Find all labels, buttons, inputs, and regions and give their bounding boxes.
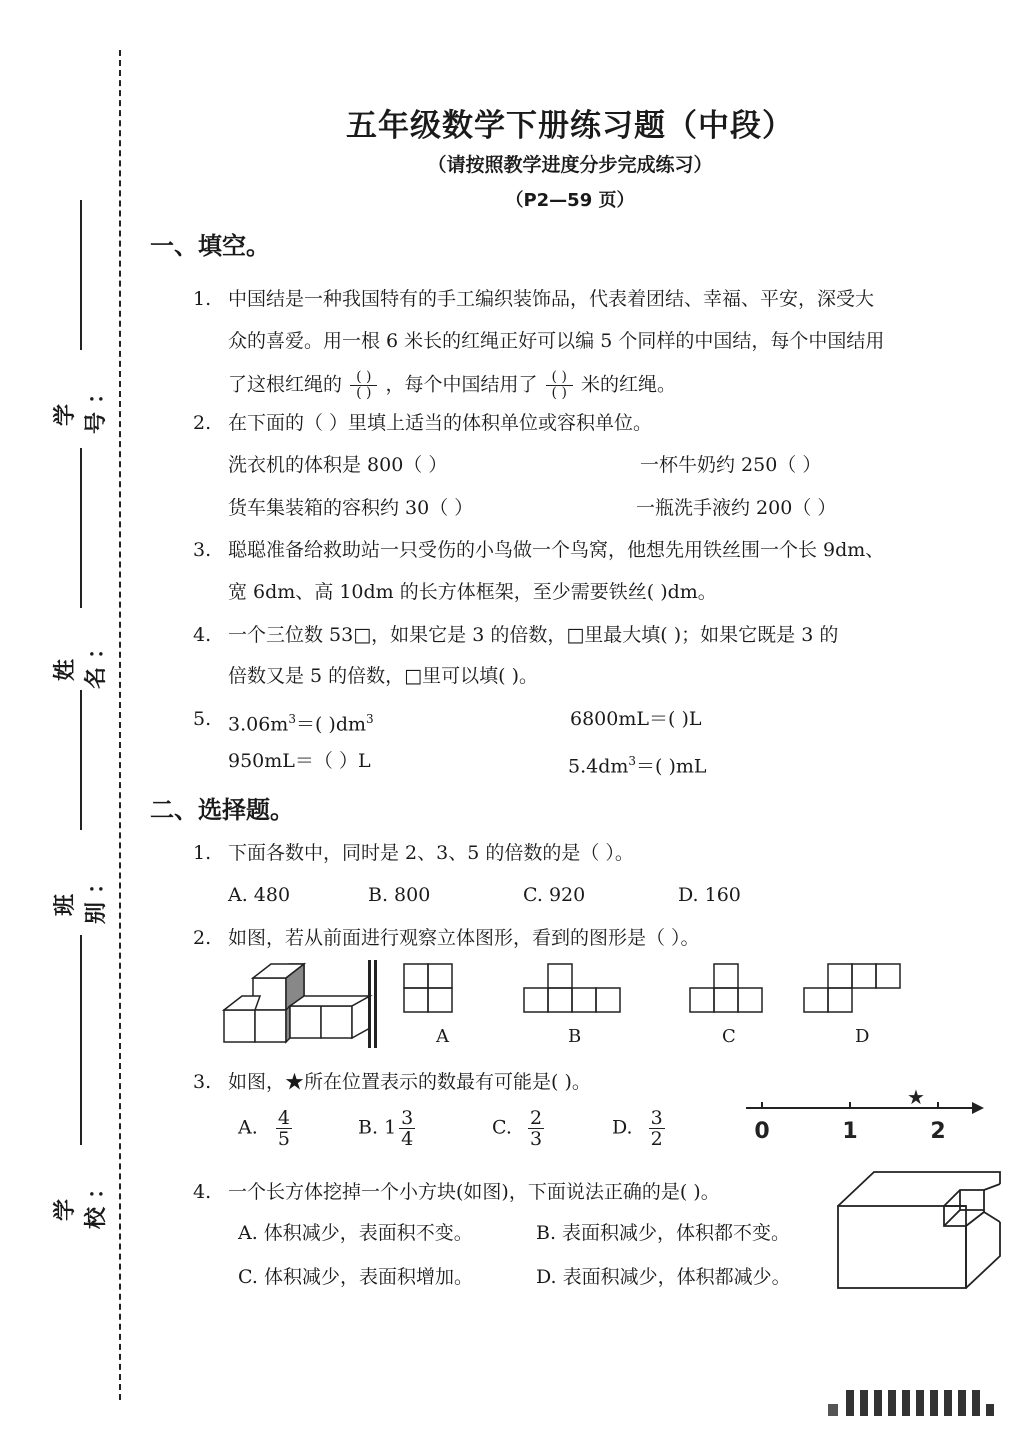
c2-shape-d[interactable]	[802, 962, 906, 1016]
q1-line3	[228, 370, 676, 401]
q2-line1: 在下面的（ ）里填上适当的体积单位或容积单位。	[228, 412, 653, 434]
watermark-mark	[824, 1386, 999, 1420]
c4-option-c[interactable]: C. 体积减少，表面积增加。	[238, 1266, 473, 1288]
page-title: 五年级数学下册练习题（中段）	[346, 108, 794, 144]
q5-d: $5.4dm^3=$( )mL	[568, 754, 707, 778]
q1-line3-b: ，每个中国结用了	[385, 373, 538, 396]
page-subtitle: （请按照教学进度分步完成练习）	[427, 154, 713, 176]
tick-2: 2	[930, 1119, 946, 1144]
class-underline	[80, 935, 82, 1145]
c3-option-c[interactable]: C. $\frac{2}{3}$	[492, 1107, 543, 1150]
q5-number: 5.	[193, 708, 212, 730]
c4-option-d[interactable]: D. 表面积减少，体积都减少。	[536, 1266, 791, 1288]
c4-line1: 一个长方体挖掉一个小方块(如图)，下面说法正确的是( )。	[228, 1181, 720, 1203]
student-no-underline-lower	[80, 448, 82, 608]
q1-fraction-blank-1[interactable]: $\frac{( )}{( )}$	[350, 370, 377, 401]
q3-line1: 聪聪准备给救助站一只受伤的小鸟做一个鸟窝，他想先用铁丝围一个长 9dm、	[228, 539, 885, 561]
c2-label-d: D	[855, 1026, 870, 1047]
c2-number: 2.	[193, 927, 212, 949]
q3-line2: 宽 6dm、高 10dm 的长方体框架，至少需要铁丝( )dm。	[228, 581, 717, 603]
c4-option-b[interactable]: B. 表面积减少，体积都不变。	[536, 1222, 791, 1244]
divider-double-bar	[365, 958, 379, 1050]
c1-option-c[interactable]: C. 920	[523, 884, 586, 906]
student-no-label: 学号：	[53, 373, 109, 434]
c1-option-d[interactable]: D. 160	[678, 884, 741, 906]
c1-number: 1.	[193, 842, 212, 864]
number-line-figure	[742, 1082, 988, 1148]
q1-line2: 众的喜爱。用一根 6 米长的红绳正好可以编 5 个同样的中国结，每个中国结用	[228, 330, 885, 352]
c2-shape-c[interactable]	[688, 962, 768, 1016]
c2-shape-a[interactable]	[402, 962, 458, 1016]
name-label: 姓名：	[53, 628, 109, 689]
q5-c: 950mL＝（ ）L	[228, 750, 371, 772]
c3-option-a[interactable]: A. $\frac{4}{5}$	[238, 1107, 290, 1150]
c2-label-a: A	[436, 1026, 449, 1047]
student-no-underline	[80, 200, 82, 350]
q2-d: 一瓶洗手液约 200（ ）	[636, 497, 837, 519]
q2-a: 洗衣机的体积是 800（ ）	[228, 454, 448, 476]
q5-a: $3.06m^3=$( )$dm^3$	[228, 712, 374, 736]
c1-line1: 下面各数中，同时是 2、3、5 的倍数的是（ ）。	[228, 842, 634, 864]
c4-option-a[interactable]: A. 体积减少，表面积不变。	[238, 1222, 473, 1244]
section-fill-in-title: 一、填空。	[150, 232, 270, 260]
tick-1: 1	[842, 1119, 858, 1144]
c4-number: 4.	[193, 1181, 212, 1203]
name-underline	[80, 690, 82, 830]
c3-option-d[interactable]: D. $\frac{3}{2}$	[612, 1107, 663, 1150]
school-label: 学校：	[53, 1168, 109, 1229]
page-range: （P2—59 页）	[505, 190, 635, 211]
q3-number: 3.	[193, 539, 212, 561]
q5-b: 6800mL＝( )L	[570, 708, 702, 730]
q2-number: 2.	[193, 412, 212, 434]
q1-line3-c: 米的红绳。	[580, 373, 676, 396]
c3-number: 3.	[193, 1071, 212, 1093]
c1-option-b[interactable]: B. 800	[368, 884, 431, 906]
q1-fraction-blank-2[interactable]: $\frac{( )}{( )}$	[546, 370, 573, 401]
q2-c: 货车集装箱的容积约 30（ ）	[228, 497, 474, 519]
cuboid-figure	[834, 1166, 1004, 1292]
q4-line1: 一个三位数 53□，如果它是 3 的倍数，□里最大填( )；如果它既是 3 的	[228, 624, 839, 646]
class-label: 班别：	[53, 863, 109, 924]
q4-line2: 倍数又是 5 的倍数，□里可以填( )。	[228, 665, 538, 687]
c1-option-a[interactable]: A. 480	[228, 884, 291, 906]
q4-number: 4.	[193, 624, 212, 646]
cube-stack-figure	[220, 960, 385, 1050]
c3-option-b[interactable]: B. 1 $\frac{3}{4}$	[358, 1107, 414, 1150]
q1-line3-a: 了这根红绳的	[228, 373, 343, 396]
c2-line1: 如图，若从前面进行观察立体图形，看到的图形是（ ）。	[228, 927, 700, 949]
c3-line1: 如图，★所在位置表示的数最有可能是( )。	[228, 1071, 591, 1093]
section-choice-title: 二、选择题。	[150, 796, 294, 824]
star-icon: ★	[907, 1085, 925, 1109]
c2-label-c: C	[722, 1026, 736, 1047]
q1-line1: 中国结是一种我国特有的手工编织装饰品，代表着团结、幸福、平安，深受大	[228, 288, 875, 310]
c2-label-b: B	[568, 1026, 582, 1047]
binding-dashed-line	[119, 50, 121, 1400]
c2-shape-b[interactable]	[522, 962, 624, 1016]
tick-0: 0	[754, 1119, 770, 1144]
q1-number: 1.	[193, 288, 212, 310]
q2-b: 一杯牛奶约 250（ ）	[640, 454, 822, 476]
